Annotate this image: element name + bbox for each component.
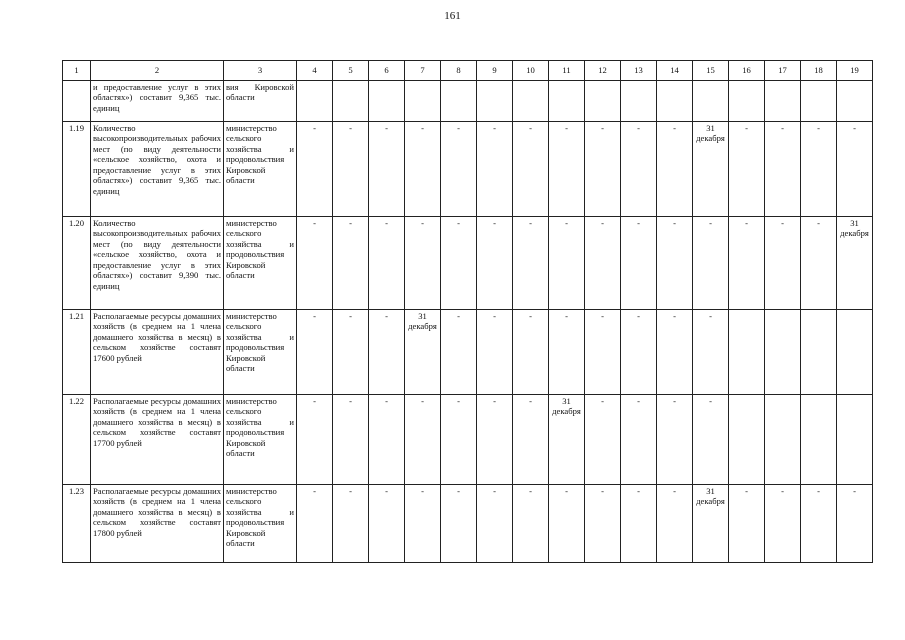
month-cell-17: - — [765, 122, 801, 217]
month-cell-13: - — [621, 217, 657, 310]
month-cell-12: - — [585, 485, 621, 563]
row-description: и предоставление услуг в этих областях») составит 9,365 тыс. единиц — [91, 81, 224, 122]
month-cell-18 — [801, 395, 837, 485]
column-header-6: 6 — [369, 61, 405, 81]
month-cell-12 — [585, 81, 621, 122]
row-description: Располагаемые ресурсы домашних хозяйств (в среднем на 1 члена домашнего хозяйства в месяц) в сельском хозяйстве составят 17700 рублей — [91, 395, 224, 485]
month-cell-12: - — [585, 395, 621, 485]
month-cell-19 — [837, 81, 873, 122]
schedule-table — [62, 60, 873, 563]
month-cell-10: - — [513, 122, 549, 217]
column-header-4: 4 — [297, 61, 333, 81]
month-cell-7: - — [405, 122, 441, 217]
month-cell-17 — [765, 310, 801, 395]
row-responsible: вия Кировской области — [224, 81, 297, 122]
month-cell-6 — [369, 81, 405, 122]
month-cell-9: - — [477, 310, 513, 395]
month-cell-5: - — [333, 217, 369, 310]
month-cell-4: - — [297, 485, 333, 563]
month-cell-7: - — [405, 217, 441, 310]
column-header-2: 2 — [91, 61, 224, 81]
month-cell-17 — [765, 81, 801, 122]
row-number — [63, 81, 91, 122]
month-cell-8 — [441, 81, 477, 122]
column-header-13: 13 — [621, 61, 657, 81]
month-cell-4: - — [297, 122, 333, 217]
column-header-18: 18 — [801, 61, 837, 81]
table-row — [63, 217, 873, 310]
month-cell-6: - — [369, 217, 405, 310]
row-responsible: министерство сельского хозяйства и продовольствия Кировской области — [224, 122, 297, 217]
month-cell-16: - — [729, 485, 765, 563]
column-header-14: 14 — [657, 61, 693, 81]
table-row — [63, 485, 873, 563]
month-cell-18 — [801, 310, 837, 395]
month-cell-7: 31 декабря — [405, 310, 441, 395]
month-cell-5 — [333, 81, 369, 122]
row-number: 1.19 — [63, 122, 91, 217]
row-description: Количество высокопроизводительных рабочих мест (по виду деятельности «сельское хозяйство, охота и предоставление услуг в этих областях») составит 9,390 тыс. единиц — [91, 217, 224, 310]
table-row — [63, 122, 873, 217]
month-cell-18 — [801, 81, 837, 122]
month-cell-16 — [729, 310, 765, 395]
month-cell-12: - — [585, 217, 621, 310]
month-cell-14: - — [657, 122, 693, 217]
month-cell-19 — [837, 310, 873, 395]
month-cell-16: - — [729, 217, 765, 310]
month-cell-10: - — [513, 310, 549, 395]
month-cell-14: - — [657, 395, 693, 485]
month-cell-15: - — [693, 310, 729, 395]
month-cell-8: - — [441, 485, 477, 563]
month-cell-19 — [837, 395, 873, 485]
month-cell-7 — [405, 81, 441, 122]
month-cell-6: - — [369, 395, 405, 485]
column-header-7: 7 — [405, 61, 441, 81]
month-cell-10 — [513, 81, 549, 122]
month-cell-6: - — [369, 310, 405, 395]
month-cell-14 — [657, 81, 693, 122]
row-responsible: министерство сельского хозяйства и продовольствия Кировской области — [224, 395, 297, 485]
month-cell-9: - — [477, 217, 513, 310]
month-cell-15: 31 декабря — [693, 122, 729, 217]
month-cell-5: - — [333, 395, 369, 485]
row-number: 1.22 — [63, 395, 91, 485]
table-row — [63, 310, 873, 395]
month-cell-18: - — [801, 122, 837, 217]
column-header-19: 19 — [837, 61, 873, 81]
month-cell-5: - — [333, 310, 369, 395]
month-cell-19: - — [837, 122, 873, 217]
month-cell-11: - — [549, 122, 585, 217]
month-cell-4: - — [297, 217, 333, 310]
row-responsible: министерство сельского хозяйства и продовольствия Кировской области — [224, 485, 297, 563]
row-number: 1.23 — [63, 485, 91, 563]
month-cell-17 — [765, 395, 801, 485]
column-header-12: 12 — [585, 61, 621, 81]
month-cell-4: - — [297, 310, 333, 395]
month-cell-8: - — [441, 395, 477, 485]
month-cell-11: - — [549, 310, 585, 395]
month-cell-17: - — [765, 217, 801, 310]
month-cell-13: - — [621, 395, 657, 485]
page-number: 161 — [444, 10, 461, 22]
month-cell-16 — [729, 395, 765, 485]
column-header-9: 9 — [477, 61, 513, 81]
header-row — [63, 61, 873, 81]
column-header-11: 11 — [549, 61, 585, 81]
table-row — [63, 81, 873, 122]
month-cell-10: - — [513, 485, 549, 563]
month-cell-8: - — [441, 217, 477, 310]
month-cell-19: - — [837, 485, 873, 563]
month-cell-9: - — [477, 485, 513, 563]
column-header-10: 10 — [513, 61, 549, 81]
month-cell-6: - — [369, 485, 405, 563]
month-cell-4: - — [297, 395, 333, 485]
month-cell-11 — [549, 81, 585, 122]
column-header-5: 5 — [333, 61, 369, 81]
column-header-17: 17 — [765, 61, 801, 81]
month-cell-14: - — [657, 310, 693, 395]
month-cell-15: - — [693, 217, 729, 310]
row-responsible: министерство сельского хозяйства и продовольствия Кировской области — [224, 310, 297, 395]
month-cell-7: - — [405, 485, 441, 563]
row-description: Количество высокопроизводительных рабочих мест (по виду деятельности «сельское хозяйство, охота и предоставление услуг в этих областях») составит 9,365 тыс. единиц — [91, 122, 224, 217]
column-header-16: 16 — [729, 61, 765, 81]
month-cell-11: 31 декабря — [549, 395, 585, 485]
month-cell-5: - — [333, 122, 369, 217]
row-responsible: министерство сельского хозяйства и продовольствия Кировской области — [224, 217, 297, 310]
month-cell-15 — [693, 81, 729, 122]
month-cell-14: - — [657, 217, 693, 310]
row-number: 1.21 — [63, 310, 91, 395]
month-cell-11: - — [549, 217, 585, 310]
month-cell-7: - — [405, 395, 441, 485]
month-cell-4 — [297, 81, 333, 122]
month-cell-16: - — [729, 122, 765, 217]
month-cell-8: - — [441, 122, 477, 217]
month-cell-18: - — [801, 485, 837, 563]
table-row — [63, 395, 873, 485]
month-cell-12: - — [585, 310, 621, 395]
month-cell-17: - — [765, 485, 801, 563]
column-header-15: 15 — [693, 61, 729, 81]
row-number: 1.20 — [63, 217, 91, 310]
row-description: Располагаемые ресурсы домашних хозяйств (в среднем на 1 члена домашнего хозяйства в месяц) в сельском хозяйстве составят 17600 рублей — [91, 310, 224, 395]
month-cell-10: - — [513, 395, 549, 485]
month-cell-13 — [621, 81, 657, 122]
month-cell-8: - — [441, 310, 477, 395]
month-cell-18: - — [801, 217, 837, 310]
month-cell-12: - — [585, 122, 621, 217]
month-cell-5: - — [333, 485, 369, 563]
month-cell-9 — [477, 81, 513, 122]
column-header-8: 8 — [441, 61, 477, 81]
column-header-1: 1 — [63, 61, 91, 81]
month-cell-6: - — [369, 122, 405, 217]
month-cell-15: - — [693, 395, 729, 485]
month-cell-13: - — [621, 122, 657, 217]
month-cell-10: - — [513, 217, 549, 310]
column-header-3: 3 — [224, 61, 297, 81]
month-cell-9: - — [477, 122, 513, 217]
month-cell-16 — [729, 81, 765, 122]
month-cell-9: - — [477, 395, 513, 485]
month-cell-14: - — [657, 485, 693, 563]
month-cell-11: - — [549, 485, 585, 563]
month-cell-13: - — [621, 485, 657, 563]
month-cell-15: 31 декабря — [693, 485, 729, 563]
row-description: Располагаемые ресурсы домашних хозяйств (в среднем на 1 члена домашнего хозяйства в месяц) в сельском хозяйстве составят 17800 рублей — [91, 485, 224, 563]
month-cell-13: - — [621, 310, 657, 395]
month-cell-19: 31 декабря — [837, 217, 873, 310]
table-body — [63, 81, 873, 563]
